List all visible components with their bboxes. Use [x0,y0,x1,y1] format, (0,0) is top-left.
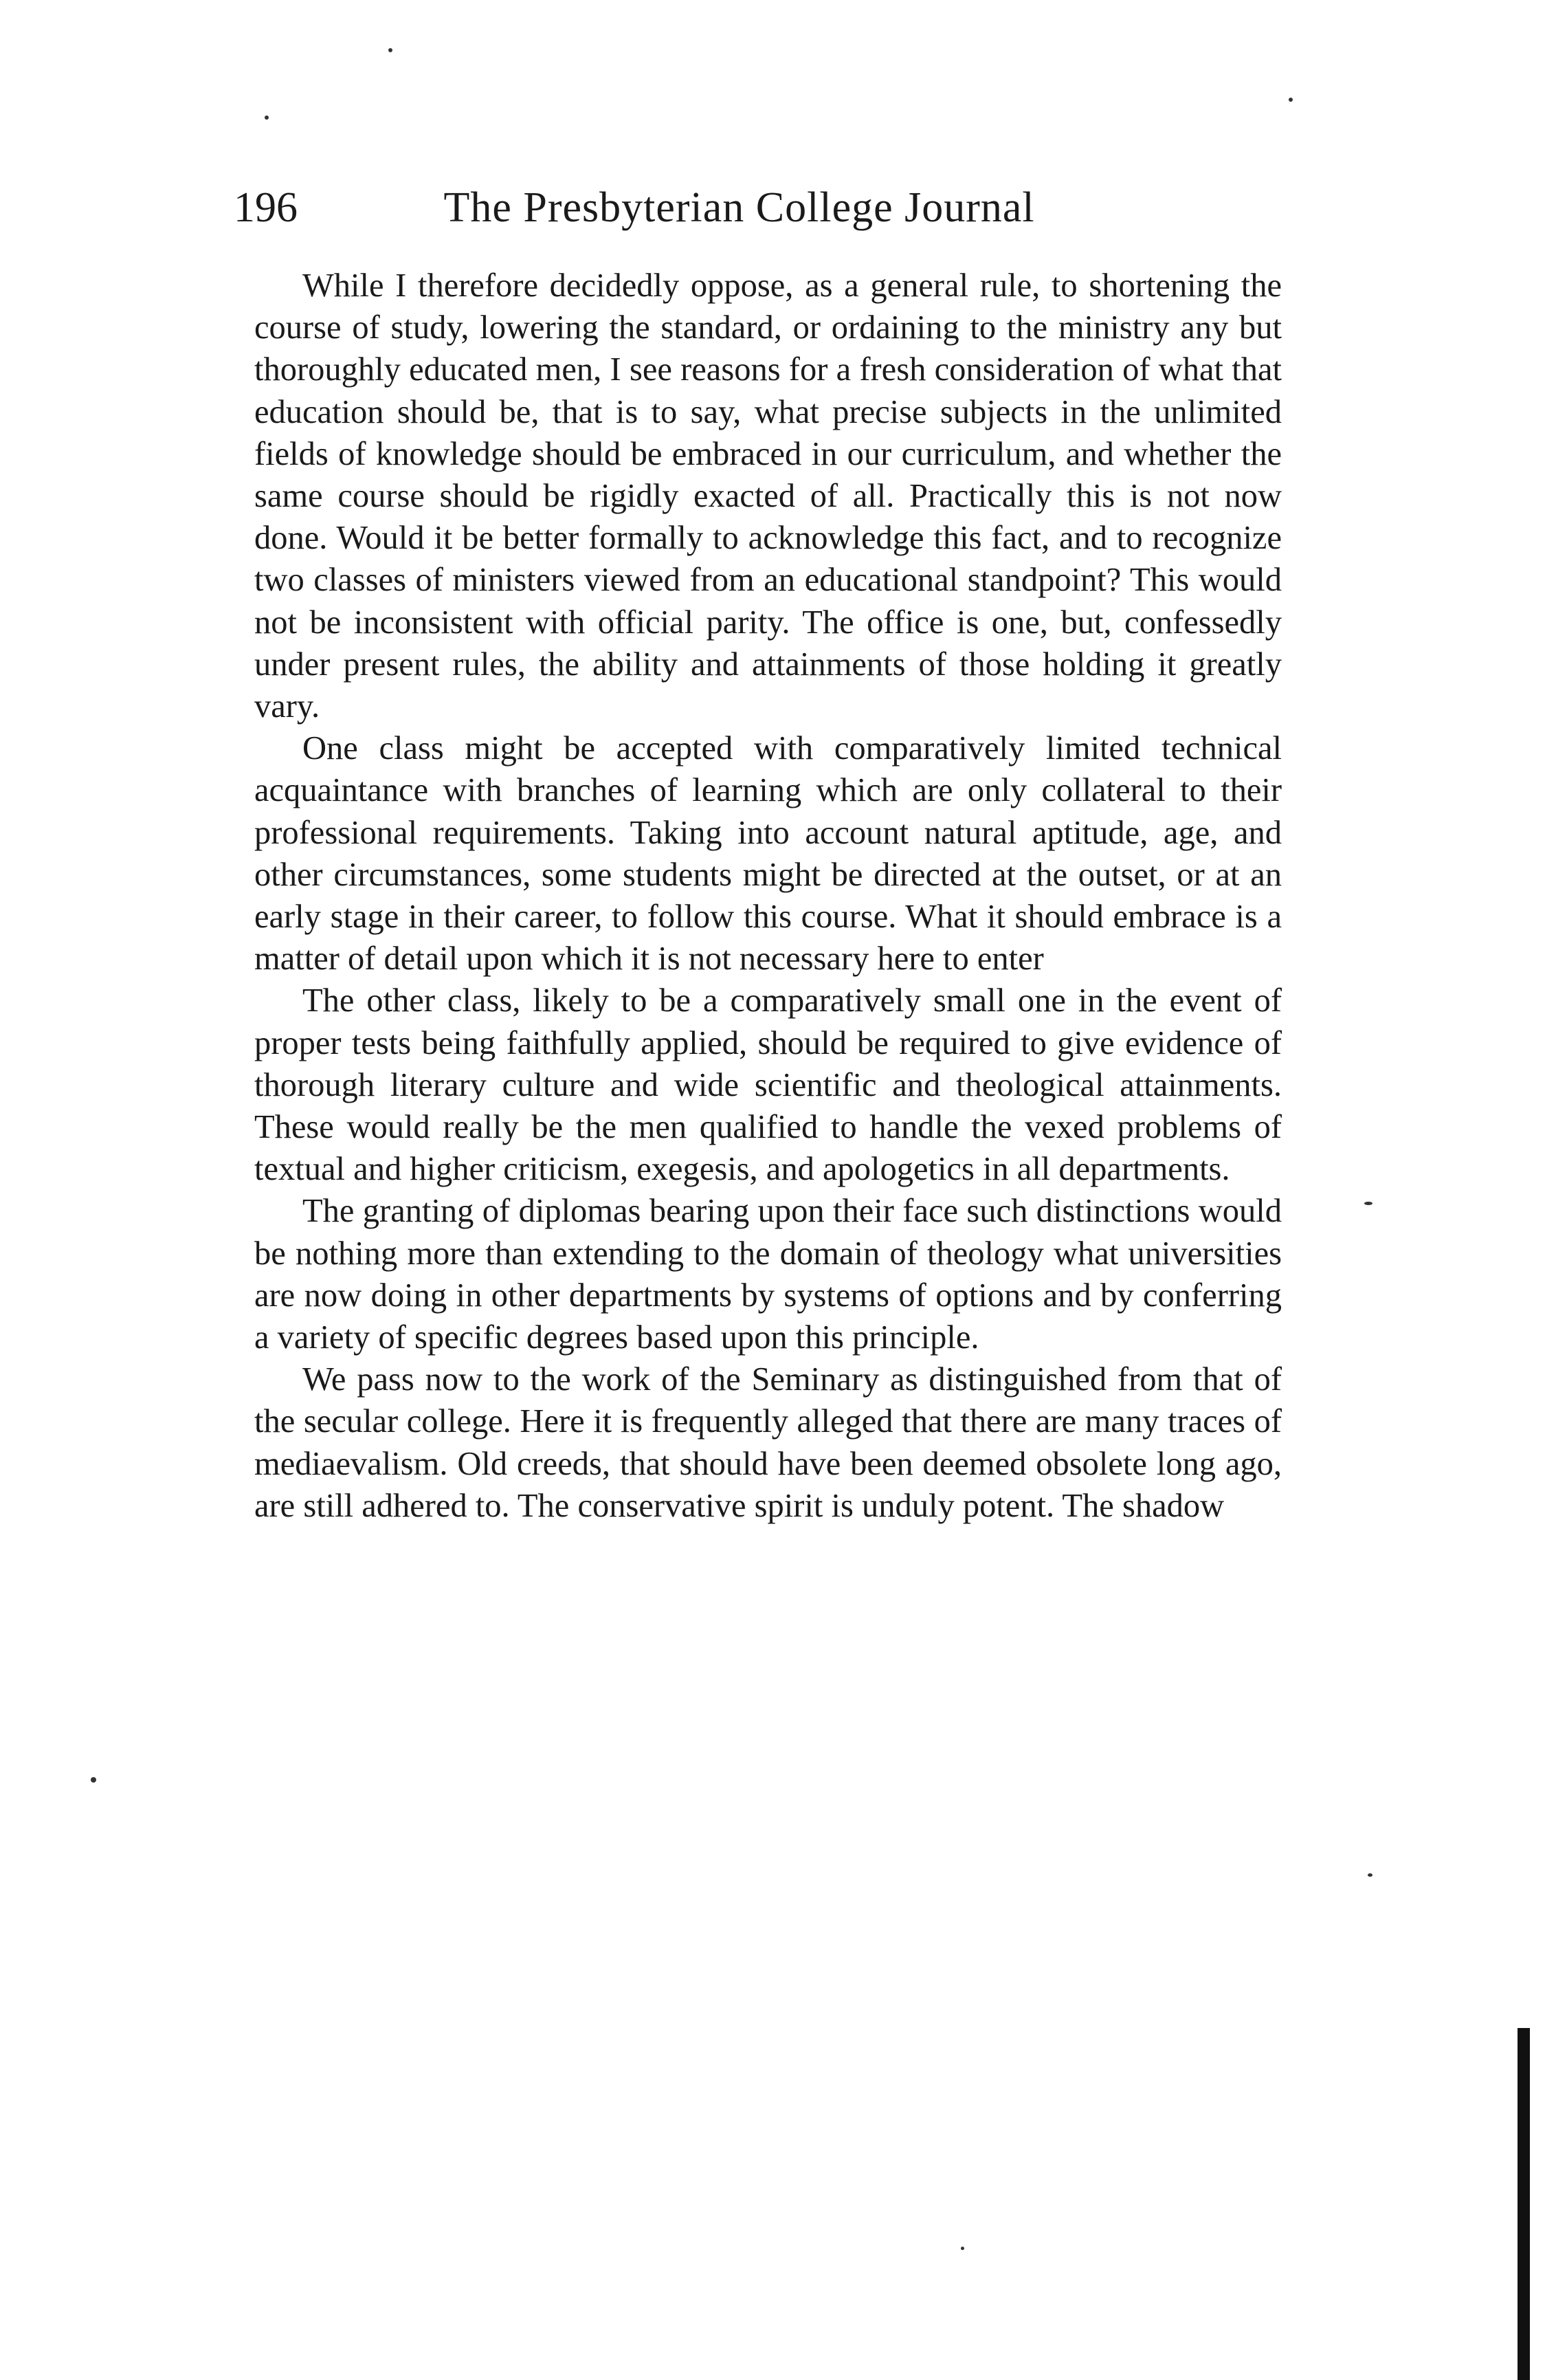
paragraph-3: The other class, likely to be a comparatively small one in the event of proper tests being faithfully applied, should be required to give evidence of thorough literary culture and wide scientific and theological attainments. These would really be the men qualified to handle the vexed problems of textual and higher criticism, exegesis, and apologetics in all departments. [254,982,1282,1188]
running-title: The Presbyterian College Journal [443,184,1035,231]
scan-edge-bar [1518,2028,1530,2380]
scan-speck [1368,1873,1372,1877]
paragraph-4: The granting of diplomas bearing upon their face such distinctions would be nothing more than extending to the domain of theology what universities are now doing in other departments by systems of options and by conferring a variety of specific degrees based upon this principle. [254,1193,1282,1356]
scan-speck [91,1777,96,1783]
scan-speck [388,48,392,52]
scan-speck [1364,1202,1372,1205]
paragraph-5: We pass now to the work of the Seminary as distinguished from that of the secular college. Here it is frequently alleged that there are many traces of mediaevalism. Old creeds, that should have been deemed obsolete long ago, are still adhered to. The conservative spirit is unduly potent. The shadow [254,1361,1282,1524]
scan-speck [961,2247,964,2250]
paragraph-2: One class might be accepted with comparatively limited technical acquaintance with branches of learning which are only collateral to their professional requirements. Taking into account natural aptitude, age, and other circumstances, some students might be directed at the outset, or at an early stage in their career, to follow this course. What it should embrace is a matter of detail upon which it is not necessary here to enter [254,730,1282,978]
paragraph-1: While I therefore decidedly oppose, as a general rule, to shortening the course of study, lowering the standard, or ordaining to the ministry any but thoroughly educated men, I see reasons for a fresh consideration of what that education should be, that is to say, what precise subjects in the unlimited fields of knowledge should be embraced in our curriculum, and whether the same course should be rigidly exacted of all. Practically this is not now done. Would it be better formally to acknowledge this fact, and to recognize two classes of ministers viewed from an educational standpoint? This would not be inconsistent with official parity. The office is one, but, confessedly under present rules, the ability and attainments of those holding it greatly vary. [254,267,1282,725]
page-number: 196 [234,184,298,231]
page-header [234,180,1265,235]
scan-speck [265,115,269,120]
scan-speck [1289,98,1293,102]
body-text [254,265,1282,1527]
